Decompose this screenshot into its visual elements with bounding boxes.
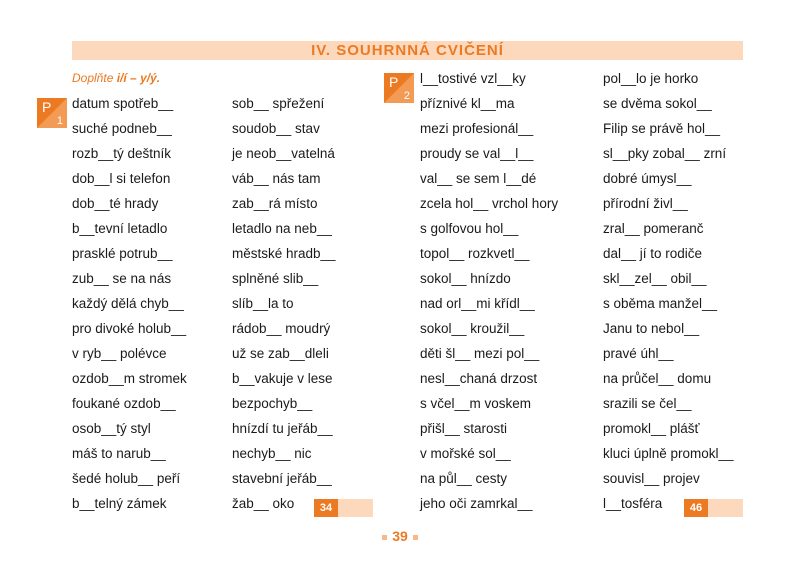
exercise-item: na půl__ cesty: [420, 471, 508, 486]
exercise-item: rozb__tý deštník: [72, 146, 172, 161]
exercise-badge-2: [384, 73, 414, 103]
exercise-2-column-left: [420, 69, 558, 519]
exercise-item: letadlo na neb__: [232, 221, 332, 236]
exercise-item: nesl__chaná drzost: [420, 371, 538, 386]
exercise-2-column-right: [603, 69, 734, 519]
exercise-number: 46: [684, 499, 708, 517]
exercise-item: příznivé kl__ma: [420, 96, 515, 111]
exercise-item: pravé úhl__: [603, 346, 674, 361]
exercise-item: zub__ se na nás: [72, 271, 172, 286]
exercise-item: pol__lo je horko: [603, 71, 699, 86]
exercise-1-column-left: [72, 94, 187, 519]
exercise-item: b__telný zámek: [72, 496, 167, 511]
exercise-item: prasklé potrub__: [72, 246, 173, 261]
exercise-item: na průčel__ domu: [603, 371, 712, 386]
exercise-item: zral__ pomeranč: [603, 221, 704, 236]
exercise-item: bezpochyb__: [232, 396, 313, 411]
exercise-item: hnízdí tu jeřáb__: [232, 421, 333, 436]
exercise-item: zcela hol__ vrchol hory: [420, 196, 559, 211]
exercise-item: sl__pky zobal__ zrní: [603, 146, 727, 161]
exercise-number: 34: [314, 499, 338, 517]
badge-number: 2: [403, 90, 410, 102]
exercise-item: Filip se právě hol__: [603, 121, 721, 136]
exercise-item: šedé holub__ peří: [72, 471, 181, 486]
exercise-item: máš to narub__: [72, 446, 166, 461]
exercise-item: l__tostivé vzl__ky: [420, 71, 526, 86]
exercise-item: přišl__ starosti: [420, 421, 508, 436]
exercise-item: dob__té hrady: [72, 196, 159, 211]
exercise-item: b__tevní letadlo: [72, 221, 168, 236]
exercise-number-box-46: [684, 499, 743, 517]
exercise-item: každý dělá chyb__: [72, 296, 184, 311]
section-title-bar: [72, 41, 743, 60]
exercise-badge-1: [37, 98, 67, 128]
exercise-item: splněné slib__: [232, 271, 319, 286]
bullet-icon: [382, 535, 387, 540]
exercise-item: datum spotřeb__: [72, 96, 174, 111]
exercise-item: nad orl__mi křídl__: [420, 296, 535, 311]
exercise-item: mezi profesionál__: [420, 121, 534, 136]
exercise-item: už se zab__dleli: [232, 346, 329, 361]
exercise-item: sokol__ kroužil__: [420, 321, 525, 336]
page-number: [376, 528, 424, 544]
exercise-number-box-34: [314, 499, 373, 517]
exercise-item: proudy se val__l__: [420, 146, 534, 161]
exercise-item: zab__rá místo: [232, 196, 318, 211]
exercise-item: s včel__m voskem: [420, 396, 532, 411]
exercise-item: nechyb__ nic: [232, 446, 312, 461]
exercise-item: přírodní živl__: [603, 196, 688, 211]
bullet-icon: [413, 535, 418, 540]
exercise-item: foukané ozdob__: [72, 396, 176, 411]
exercise-item: promokl__ plášť: [603, 421, 700, 436]
instruction-letters: i/í – y/ý.: [116, 71, 161, 85]
exercise-item: je neob__vatelná: [232, 146, 335, 161]
exercise-item: pro divoké holub__: [72, 321, 187, 336]
page-number-value: 39: [392, 528, 408, 544]
exercise-item: dal__ jí to rodiče: [603, 246, 703, 261]
exercise-item: souvisl__ projev: [603, 471, 700, 486]
exercise-item: žab__ oko: [232, 496, 295, 511]
exercise-item: slíb__la to: [232, 296, 294, 311]
exercise-item: b__vakuje v lese: [232, 371, 333, 386]
badge-letter: P: [42, 99, 52, 115]
exercise-1-column-right: [232, 94, 336, 519]
exercise-item: l__tosféra: [603, 496, 663, 511]
exercise-item: děti šl__ mezi pol__: [420, 346, 540, 361]
exercise-item: se dvěma sokol__: [603, 96, 712, 111]
exercise-item: v ryb__ polévce: [72, 346, 167, 361]
exercise-item: soudob__ stav: [232, 121, 320, 136]
section-title: IV. SOUHRNNÁ CVIČENÍ: [311, 42, 504, 59]
exercise-item: sokol__ hnízdo: [420, 271, 511, 286]
exercise-item: dob__l si telefon: [72, 171, 171, 186]
exercise-item: dobré úmysl__: [603, 171, 692, 186]
exercise-item: jeho oči zamrkal__: [420, 496, 533, 511]
exercise-item: v mořské sol__: [420, 446, 511, 461]
exercise-item: suché podneb__: [72, 121, 172, 136]
badge-number: 1: [56, 115, 63, 127]
exercise-item: val__ se sem l__dé: [420, 171, 537, 186]
exercise-item: stavební jeřáb__: [232, 471, 332, 486]
exercise-item: městské hradb__: [232, 246, 336, 261]
exercise-item: s oběma manžel__: [603, 296, 718, 311]
instruction: [72, 71, 160, 85]
exercise-item: kluci úplně promokl__: [603, 446, 734, 461]
exercise-item: ozdob__m stromek: [72, 371, 187, 386]
exercise-item: srazili se čel__: [603, 396, 692, 411]
exercise-item: sob__ spřežení: [232, 96, 325, 111]
instruction-prefix: Doplňte: [72, 71, 114, 85]
exercise-item: s golfovou hol__: [420, 221, 519, 236]
badge-letter: P: [389, 74, 399, 90]
exercise-item: skl__zel__ obil__: [603, 271, 707, 286]
exercise-item: váb__ nás tam: [232, 171, 321, 186]
exercise-item: Janu to nebol__: [603, 321, 700, 336]
exercise-item: topol__ rozkvetl__: [420, 246, 530, 261]
exercise-item: rádob__ moudrý: [232, 321, 331, 336]
exercise-item: osob__tý styl: [72, 421, 151, 436]
